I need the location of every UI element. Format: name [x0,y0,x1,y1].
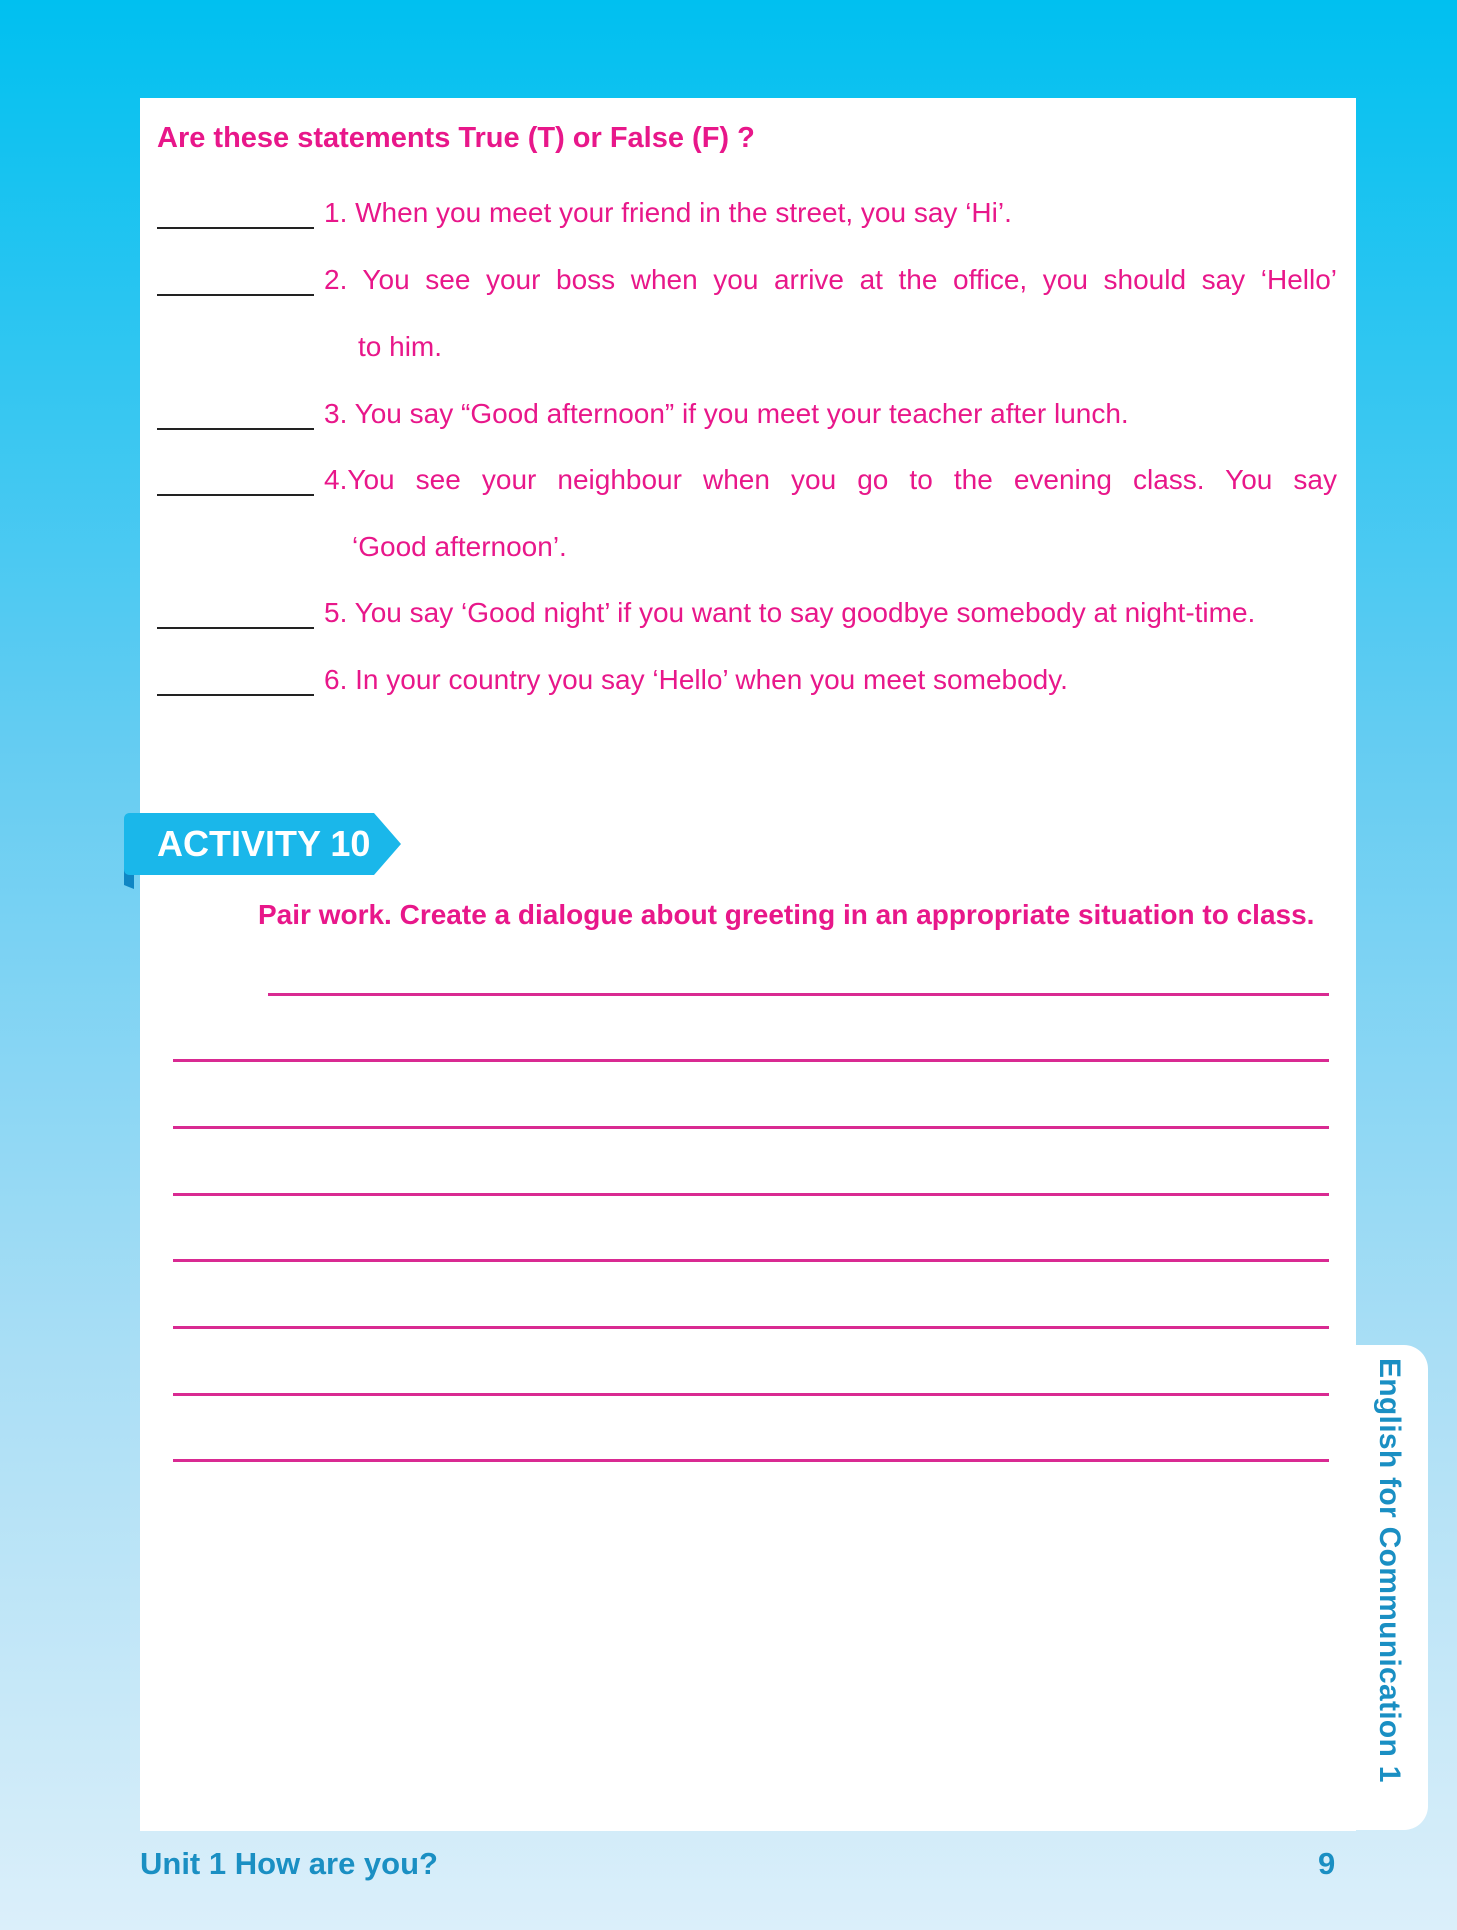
statement-text-2: 2. You see your boss when you arrive at the office, you should say ‘Hello’ [324,264,1337,295]
statement-text-4: 4.You see your neighbour when you go to the evening class. You say [324,464,1337,495]
answer-line-3[interactable] [173,1126,1329,1129]
worksheet-page [140,98,1356,1831]
footer-page-number: 9 [1318,1846,1336,1881]
answer-blank-1[interactable] [157,195,314,229]
statement-text-1: 1. When you meet your friend in the street, you say ‘Hi’. [324,197,1012,228]
answer-line-5[interactable] [173,1259,1329,1262]
statement-text-6: 6. In your country you say ‘Hello’ when you meet somebody. [324,664,1068,695]
answer-line-2[interactable] [173,1059,1329,1062]
answer-line-7[interactable] [173,1393,1329,1396]
answer-blank-3[interactable] [157,396,314,430]
answer-line-6[interactable] [173,1326,1329,1329]
answer-line-4[interactable] [173,1193,1329,1196]
answer-line-8[interactable] [173,1459,1329,1462]
footer-unit-title: Unit 1 How are you? [140,1846,438,1881]
side-tab-label: English for Communication 1 [1373,1358,1406,1783]
answer-blank-2[interactable] [157,262,314,296]
section-heading: Are these statements True (T) or False (F) ? [157,122,755,154]
answer-blank-5[interactable] [157,595,314,629]
answer-blank-4[interactable] [157,462,314,496]
activity-badge-label: ACTIVITY 10 [157,823,371,864]
answer-blank-6[interactable] [157,662,314,696]
statement-text-3: 3. You say “Good afternoon” if you meet your teacher after lunch. [324,398,1129,429]
statement-text-5: 5. You say ‘Good night’ if you want to say goodbye somebody at night-time. [324,597,1256,628]
statement-2-continuation: to him. [358,331,443,362]
answer-line-1[interactable] [268,993,1329,996]
statement-4-continuation: ‘Good afternoon’. [352,531,567,562]
activity-instruction: Pair work. Create a dialogue about greeting in an appropriate situation to class. [258,899,1315,930]
